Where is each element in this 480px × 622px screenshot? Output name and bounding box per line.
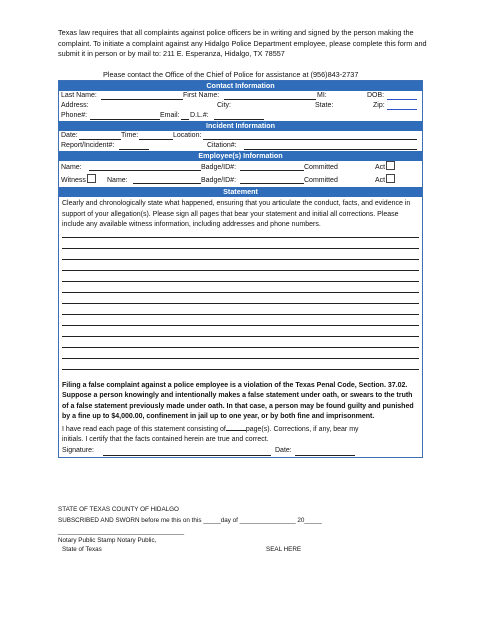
date-field[interactable]	[79, 139, 121, 140]
statement-line	[62, 259, 419, 260]
first-name-label: First Name:	[183, 92, 220, 99]
dob-field[interactable]	[387, 99, 417, 100]
statement-line	[62, 237, 419, 238]
email-field[interactable]	[181, 119, 189, 120]
signature-field[interactable]	[103, 455, 271, 456]
dob-label: DOB:	[367, 92, 385, 99]
witness-label: Witness	[61, 177, 86, 184]
signature-row	[59, 446, 422, 457]
report-field[interactable]	[119, 149, 149, 150]
incident-information-header: Incident Information	[59, 121, 422, 131]
signature-date-label: Date:	[275, 446, 292, 454]
seal-here: SEAL HERE	[266, 546, 302, 553]
date-row	[59, 131, 422, 141]
mi-label: MI:	[317, 92, 327, 99]
citation-field[interactable]	[244, 149, 417, 150]
statement-header: Statement	[59, 187, 422, 197]
employee-committed-label: Committed	[304, 164, 338, 171]
report-label: Report/Incident#:	[61, 142, 115, 149]
statement-line	[62, 292, 419, 293]
location-label: Location:	[173, 132, 202, 139]
notary-stamp: Notary Public Stamp Notary Public,	[58, 537, 157, 544]
employee-badge-label: Badge/ID#:	[201, 164, 237, 171]
witness-badge-label: Badge/ID#:	[201, 177, 237, 184]
state-label: State:	[315, 102, 334, 109]
citation-label: Citation#:	[207, 142, 237, 149]
employee-name-label: Name:	[61, 164, 82, 171]
page-count-field[interactable]	[226, 423, 246, 431]
certify-text: initials. I certify that the facts contained herein are true and correct.	[62, 436, 269, 443]
time-label: Time:	[121, 132, 139, 139]
address-row	[59, 101, 422, 111]
witness-group	[61, 174, 96, 187]
witness-checkbox[interactable]	[87, 174, 96, 183]
employee-act-label: Act	[375, 164, 386, 171]
witness-name-field[interactable]	[133, 183, 201, 184]
last-name-label: Last Name:	[61, 92, 97, 99]
zip-label: Zip:	[373, 102, 385, 109]
phone-row	[59, 111, 422, 121]
intro-text: Texas law requires that all complaints against police officers be in writing and signed by the person making the complaint. To initiate a complaint against any Hidalgo Police Department employee, please complete this form and submit it in person or by mail to: 211 E. Esperanza, Hidalgo, TX 78557	[58, 28, 427, 58]
statement-line	[62, 358, 419, 359]
false-complaint-warning: Filing a false complaint against a police employee is a violation of the Texas Penal Code, Section. 37.02. Suppose a person knowingly and intentionally makes a false statement under oath, or swears to the truth of a false statement previously made under oath. In that case, a person may be found guilty and punished by a fine up to $4,000.00, confinement in jail up to one year, or by both fine and imprisonment.	[62, 381, 414, 420]
pages-statement	[59, 423, 422, 436]
statement-line	[62, 347, 419, 348]
witness-act-group	[375, 174, 395, 187]
location-field[interactable]	[203, 139, 417, 140]
witness-act-label: Act	[375, 177, 386, 184]
statement-line	[62, 336, 419, 337]
witness-committed-label: Committed	[304, 177, 338, 184]
zip-field[interactable]	[387, 109, 417, 110]
pages-pre-text: I have read each page of this statement consisting of	[62, 425, 226, 433]
employee-information-header: Employee(s) Information	[59, 151, 422, 161]
name-row	[59, 91, 422, 101]
witness-row	[59, 174, 422, 187]
statement-line	[62, 325, 419, 326]
witness-act-checkbox[interactable]	[386, 174, 395, 183]
statement-instructions: Clearly and chronologically state what happened, ensuring that you articulate the conduct, facts, and evidence in support of your allegation(s). Please sign all pages that bear your statement and initial all corrections. Please include any available witness information, including addresses and phone numbers.	[62, 200, 411, 228]
employee-act-checkbox[interactable]	[386, 161, 395, 170]
employee-name-field[interactable]	[89, 170, 201, 171]
notary-sworn: SUBSCRIBED AND SWORN before me this on this _____day of ________________ 20_____	[58, 517, 322, 524]
complaint-form	[58, 80, 423, 458]
employee-row	[59, 161, 422, 174]
notary-rule: ____________________________________	[58, 528, 185, 535]
last-name-field[interactable]	[101, 99, 183, 100]
city-label: City:	[217, 102, 231, 109]
statement-line	[62, 303, 419, 304]
dl-label: D.L.#:	[190, 112, 209, 119]
contact-line: Please contact the Office of the Chief of Police for assistance at (956)843-2737	[103, 70, 359, 79]
notary-state-county: STATE OF TEXAS COUNTY OF HIDALGO	[58, 506, 179, 513]
first-name-field[interactable]	[224, 99, 316, 100]
email-label: Email:	[160, 112, 180, 119]
notary-state: State of Texas	[62, 546, 102, 553]
statement-line	[62, 281, 419, 282]
statement-line	[62, 369, 419, 370]
contact-information-header: Contact Information	[59, 81, 422, 91]
phone-label: Phone#:	[61, 112, 88, 119]
statement-writing-area[interactable]	[59, 231, 422, 373]
witness-badge-field[interactable]	[240, 183, 304, 184]
statement-line	[62, 270, 419, 271]
signature-date-field[interactable]	[295, 455, 355, 456]
report-row	[59, 141, 422, 151]
address-label: Address:	[61, 102, 89, 109]
signature-label: Signature:	[62, 446, 94, 454]
dl-field[interactable]	[214, 119, 264, 120]
employee-act-group	[375, 161, 395, 174]
time-field[interactable]	[139, 139, 173, 140]
pages-post-text: page(s). Corrections, if any, bear my	[245, 425, 359, 433]
statement-line	[62, 248, 419, 249]
witness-name-label: Name:	[107, 177, 128, 184]
date-label: Date:	[61, 132, 78, 139]
phone-field[interactable]	[90, 119, 160, 120]
statement-line	[62, 314, 419, 315]
employee-badge-field[interactable]	[240, 170, 304, 171]
